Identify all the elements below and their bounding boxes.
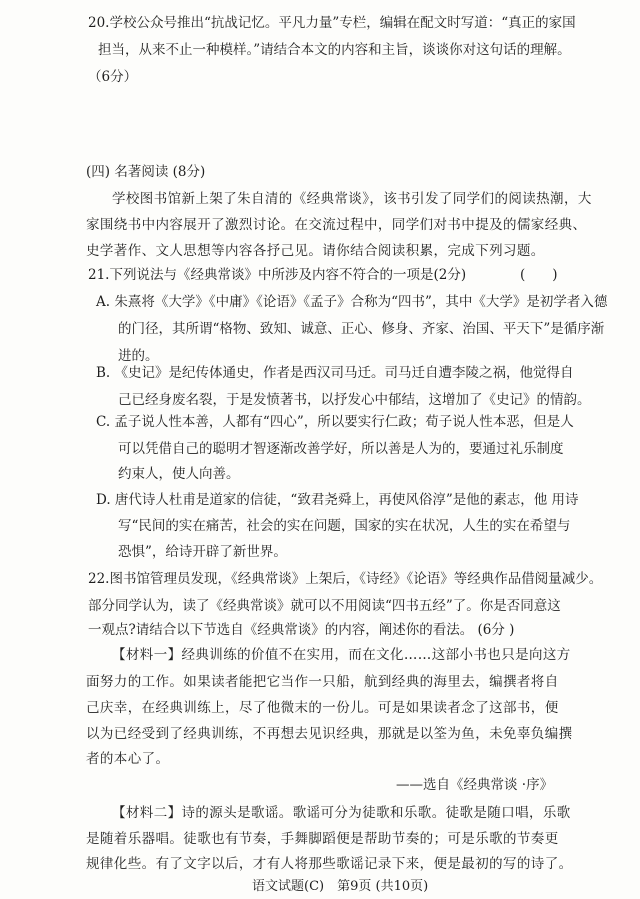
material-1-line-5: 者的本心了。	[86, 751, 170, 767]
section-intro-2: 家围绕书中内容展开了激烈讨论。在交流过程中，同学们对书中提及的儒家经典、	[86, 217, 587, 233]
q21-option-a-line-3: 进的。	[118, 348, 159, 364]
q21-option-d-line-2: 写“民间的实在痛苦，社会的实在问题，国家的实在状况，人生的实在希望与	[118, 518, 571, 534]
q21-stem: 21.下列说法与《经典常谈》中所涉及内容不符合的一项是(2分)	[88, 267, 467, 283]
section-heading: (四) 名著阅读 (8分)	[86, 164, 206, 180]
material-2-line-1: 【材料二】诗的源头是歌谣。歌谣可分为徒歌和乐歌。徒歌是随口唱，乐歌	[112, 805, 571, 821]
material-1-source: ——选自《经典常谈 ·序》	[396, 777, 554, 793]
material-1-line-4: 以为已经受到了经典训练，不再想去见识经典，那就是以筌为鱼，未免辜负编撰	[86, 726, 573, 742]
section-intro-3: 史学著作、文人思想等内容各抒己见。请你结合阅读积累，完成下列习题。	[86, 243, 545, 259]
q22-line-3: 一观点?请结合以下节选自《经典常谈》的内容，阐述你的看法。 (6分 )	[88, 622, 515, 638]
q21-option-c-line-2: 可以凭借自己的聪明才智逐渐改善学好，所以善是人为的，要通过礼乐制度	[118, 441, 564, 457]
q21-option-c-line-3: 约束人，使人向善。	[118, 466, 240, 482]
material-2-line-3: 规律化些。有了文字以后，才有人将那些歌谣记录下来，便是最初的写的诗了。	[86, 856, 573, 872]
q21-option-d-line-3: 恐惧”，给诗开辟了新世界。	[118, 544, 287, 560]
q21-answer-blank: ( )	[520, 267, 558, 283]
q21-option-b-line-2: 己已经身废名裂，于是发愤著书，以抒发心中郁结，这增加了《史记》的情韵。	[118, 392, 591, 408]
section-intro-1: 学校图书馆新上架了朱自清的《经典常谈》，该书引发了同学们的阅读热潮，大	[112, 191, 592, 207]
q21-option-a-line-1: A. 朱熹将《大学》《中庸》《论语》《孟子》合称为“四书”，其中《大学》是初学者入德	[96, 294, 608, 310]
material-2-line-2: 是随着乐器唱。徒歌也有节奏，手舞脚蹈便是帮助节奏的；可是乐歌的节奏更	[86, 831, 559, 847]
q21-option-c-line-1: C. 孟子说人性本善，人都有“四心”，所以要实行仁政；荀子说人性本恶，但是人	[96, 414, 574, 430]
q21-option-a-line-2: 的门径，其所谓“格物、致知、诚意、正心、修身、齐家、治国、平天下”是循序渐	[118, 321, 605, 337]
material-1-line-3: 己庆幸，在经典训练上，尽了他微末的一份儿。可是如果读者念了这部书，便	[86, 700, 559, 716]
q21-option-b-line-1: B. 《史记》是纪传体通史，作者是西汉司马迁。司马迁自遭李陵之祸，他觉得自	[96, 365, 574, 381]
q20-line-1: 20.学校公众号推出“抗战记忆。平凡力量”专栏，编辑在配文时写道：“真正的家国	[88, 15, 576, 31]
material-1-line-1: 【材料一】经典训练的价值不在实用，而在文化……这部小书也只是向这方	[112, 647, 571, 663]
q20-score: （6分）	[88, 69, 138, 85]
q22-line-1: 22.图书馆管理员发现，《经典常谈》上架后，《诗经》《论语》等经典作品借阅量减少。	[88, 571, 603, 587]
page-footer: 语文试题(C) 第9页 (共10页)	[252, 879, 429, 894]
q21-option-d-line-1: D. 唐代诗人杜甫是道家的信徒，“致君尧舜上，再使风俗淳”是他的素志，他 用诗	[96, 492, 579, 508]
material-1-line-2: 面努力的工作。如果读者能把它当作一只船，航到经典的海里去，编撰者将自	[86, 674, 559, 690]
q20-line-2: 担当，从来不止一种模样。”请结合本文的内容和主旨，谈谈你对这句话的理解。	[98, 42, 571, 58]
q22-line-2: 部分同学认为，读了《经典常谈》就可以不用阅读“四书五经”了。你是否同意这	[88, 598, 561, 614]
